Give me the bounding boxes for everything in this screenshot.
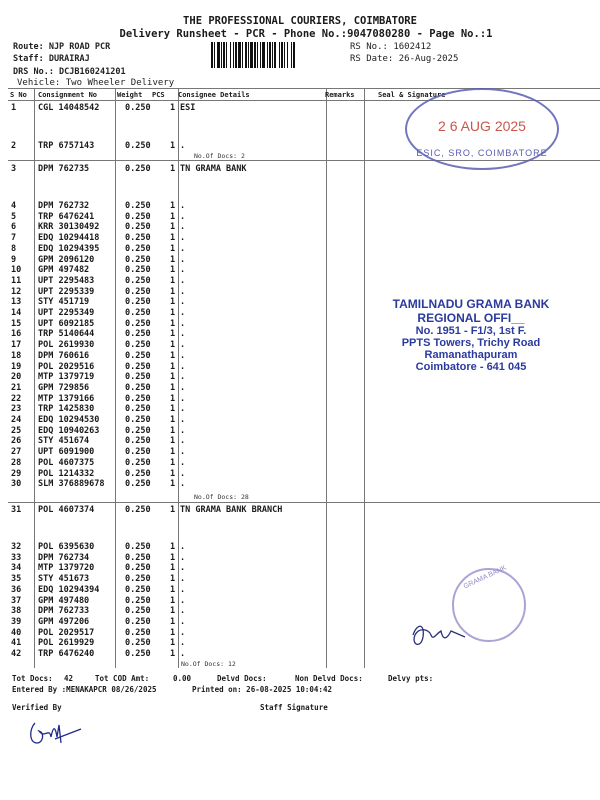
cell-weight: 0.250 bbox=[125, 265, 151, 276]
cell-weight: 0.250 bbox=[125, 233, 151, 244]
cell-consignee: . bbox=[180, 329, 186, 340]
cell-consignment-no: POL 4607375 bbox=[38, 457, 95, 468]
col-divider bbox=[178, 88, 179, 668]
cell-consignment-no: UPT 2295349 bbox=[38, 308, 95, 318]
verified-by-label: Verified By bbox=[12, 703, 62, 712]
cell-weight: 0.250 bbox=[125, 243, 151, 254]
cell-weight: 0.250 bbox=[125, 479, 151, 490]
cell-weight: 0.250 bbox=[125, 211, 151, 222]
cell-pcs: 1 bbox=[170, 393, 176, 404]
company-title: THE PROFESSIONAL COURIERS, COIMBATORE bbox=[183, 15, 417, 27]
cell-consignment-no: EDQ 10940263 bbox=[38, 425, 100, 436]
cell-sno: 28 bbox=[11, 457, 22, 468]
seal-text: GRAMA BANK bbox=[462, 564, 508, 591]
cell-sno: 29 bbox=[11, 468, 22, 479]
cell-consignee: TN GRAMA BANK BRANCH bbox=[180, 505, 283, 515]
col-divider bbox=[326, 88, 327, 668]
col-header-remarks: Remarks bbox=[325, 91, 355, 99]
cell-consignment-no: EDQ 10294530 bbox=[38, 415, 100, 425]
tot-docs-value: 42 bbox=[64, 674, 74, 683]
cell-consignee: . bbox=[180, 606, 186, 617]
cell-consignee: TN GRAMA BANK bbox=[180, 164, 247, 174]
cell-consignment-no: GPM 497480 bbox=[38, 595, 90, 606]
cell-consignee: . bbox=[180, 479, 186, 490]
cell-consignee: . bbox=[180, 468, 186, 479]
cell-consignment-no: MTP 1379720 bbox=[38, 563, 95, 574]
cell-consignee: . bbox=[180, 265, 186, 276]
cell-pcs: 1 bbox=[170, 275, 176, 286]
cell-consignment-no: MTP 1379166 bbox=[38, 393, 95, 404]
cell-consignment-no: POL 6395630 bbox=[38, 542, 95, 552]
cell-sno: 4 bbox=[11, 201, 17, 211]
stamp-line: Ramanathapuram bbox=[424, 349, 518, 361]
cell-sno: 21 bbox=[11, 382, 22, 393]
cell-weight: 0.250 bbox=[125, 297, 151, 308]
cell-pcs: 1 bbox=[170, 584, 176, 595]
cell-consignment-no: STY 451673 bbox=[38, 574, 90, 585]
cell-sno: 13 bbox=[11, 297, 22, 308]
verifier-signature bbox=[25, 715, 85, 755]
cell-consignee: . bbox=[180, 308, 186, 318]
cell-pcs: 1 bbox=[170, 297, 176, 308]
cell-consignee: . bbox=[180, 404, 186, 415]
cell-pcs: 1 bbox=[170, 627, 176, 638]
cell-sno: 36 bbox=[11, 584, 22, 595]
cell-pcs: 1 bbox=[170, 254, 176, 265]
cell-weight: 0.250 bbox=[125, 164, 151, 174]
cell-consignee: . bbox=[180, 350, 186, 361]
cell-weight: 0.250 bbox=[125, 404, 151, 415]
cell-sno: 23 bbox=[11, 404, 22, 415]
cell-consignee: . bbox=[180, 141, 186, 151]
group-doc-count: No.Of Docs: 2 bbox=[194, 152, 245, 160]
cell-consignee: ESI bbox=[180, 103, 196, 113]
rs-no-label: RS No.: 1602412 bbox=[350, 42, 432, 52]
stamp-line: No. 1951 - F1/3, 1st F. bbox=[415, 325, 527, 337]
cell-pcs: 1 bbox=[170, 243, 176, 254]
cell-consignment-no: GPM 497482 bbox=[38, 265, 90, 276]
cell-weight: 0.250 bbox=[125, 457, 151, 468]
cell-consignment-no: STY 451719 bbox=[38, 297, 90, 308]
cell-consignee: . bbox=[180, 563, 186, 574]
cell-pcs: 1 bbox=[170, 222, 176, 233]
cell-weight: 0.250 bbox=[125, 574, 151, 585]
cell-consignee: . bbox=[180, 297, 186, 308]
cell-sno: 6 bbox=[11, 222, 17, 233]
cell-pcs: 1 bbox=[170, 616, 176, 627]
staff-signature-label: Staff Signature bbox=[260, 703, 328, 712]
cell-consignee: . bbox=[180, 254, 186, 265]
printed-on: Printed on: 26-08-2025 10:04:42 bbox=[192, 685, 332, 694]
cell-consignment-no: TRP 6757143 bbox=[38, 141, 95, 151]
cell-sno: 2 bbox=[11, 141, 17, 151]
cell-pcs: 1 bbox=[170, 211, 176, 222]
cell-consignment-no: TRP 6476241 bbox=[38, 211, 95, 222]
cell-weight: 0.250 bbox=[125, 627, 151, 638]
cell-weight: 0.250 bbox=[125, 372, 151, 383]
cell-sno: 17 bbox=[11, 340, 22, 351]
stamp-line: PPTS Towers, Trichy Road bbox=[401, 337, 541, 349]
cell-consignee: . bbox=[180, 638, 186, 649]
cell-pcs: 1 bbox=[170, 382, 176, 393]
cell-consignment-no: TRP 6476240 bbox=[38, 649, 95, 659]
stamp-line: Coimbatore - 641 045 bbox=[415, 361, 527, 373]
cell-consignee: . bbox=[180, 275, 186, 286]
col-header-consignee: Consignee Details bbox=[178, 91, 250, 99]
cell-sno: 37 bbox=[11, 595, 22, 606]
cell-pcs: 1 bbox=[170, 436, 176, 447]
cell-consignment-no: POL 4607374 bbox=[38, 505, 95, 515]
group-divider bbox=[8, 502, 600, 503]
cell-sno: 9 bbox=[11, 254, 17, 265]
cell-weight: 0.250 bbox=[125, 638, 151, 649]
cell-sno: 22 bbox=[11, 393, 22, 404]
cell-consignee: . bbox=[180, 361, 186, 372]
cell-sno: 14 bbox=[11, 308, 22, 318]
cell-weight: 0.250 bbox=[125, 286, 151, 297]
cell-weight: 0.250 bbox=[125, 468, 151, 479]
col-divider bbox=[34, 88, 35, 668]
cell-consignment-no: DPM 762732 bbox=[38, 201, 90, 211]
cell-weight: 0.250 bbox=[125, 595, 151, 606]
delvy-pts-label: Delvy pts: bbox=[388, 674, 434, 683]
cell-consignment-no: DPM 762735 bbox=[38, 164, 90, 174]
cell-pcs: 1 bbox=[170, 286, 176, 297]
cell-consignment-no: GPM 2096120 bbox=[38, 254, 95, 265]
cell-pcs: 1 bbox=[170, 415, 176, 425]
cell-consignment-no: POL 2029517 bbox=[38, 627, 95, 638]
cell-sno: 1 bbox=[11, 103, 17, 113]
barcode bbox=[211, 42, 348, 68]
cell-consignee: . bbox=[180, 584, 186, 595]
col-header-sno: S No bbox=[10, 91, 27, 99]
cell-pcs: 1 bbox=[170, 457, 176, 468]
cell-pcs: 1 bbox=[170, 164, 176, 174]
cell-consignee: . bbox=[180, 233, 186, 244]
cell-consignment-no: DPM 762734 bbox=[38, 552, 90, 563]
cell-pcs: 1 bbox=[170, 595, 176, 606]
cell-consignee: . bbox=[180, 425, 186, 436]
cell-sno: 5 bbox=[11, 211, 17, 222]
cell-consignment-no: POL 1214332 bbox=[38, 468, 95, 479]
cell-weight: 0.250 bbox=[125, 103, 151, 113]
barcode-bar bbox=[295, 42, 296, 68]
cell-consignment-no: KRR 30130492 bbox=[38, 222, 100, 233]
cod-amt-value: 0.00 bbox=[173, 674, 192, 683]
cell-consignment-no: POL 2029516 bbox=[38, 361, 95, 372]
cell-pcs: 1 bbox=[170, 361, 176, 372]
cell-weight: 0.250 bbox=[125, 542, 151, 552]
cell-sno: 32 bbox=[11, 542, 22, 552]
cell-weight: 0.250 bbox=[125, 361, 151, 372]
cell-sno: 25 bbox=[11, 425, 22, 436]
cell-pcs: 1 bbox=[170, 606, 176, 617]
cell-consignment-no: EDQ 10294394 bbox=[38, 584, 100, 595]
col-divider bbox=[364, 88, 365, 668]
esic-seal-stamp bbox=[405, 88, 559, 170]
cell-weight: 0.250 bbox=[125, 340, 151, 351]
cell-consignment-no: UPT 2295339 bbox=[38, 286, 95, 297]
cell-pcs: 1 bbox=[170, 201, 176, 211]
cell-pcs: 1 bbox=[170, 350, 176, 361]
cell-weight: 0.250 bbox=[125, 505, 151, 515]
stamp-line: TAMILNADU GRAMA BANK bbox=[392, 297, 550, 311]
cell-sno: 34 bbox=[11, 563, 22, 574]
cell-pcs: 1 bbox=[170, 563, 176, 574]
cell-consignment-no: TRP 1425830 bbox=[38, 404, 95, 415]
cell-sno: 41 bbox=[11, 638, 22, 649]
cell-pcs: 1 bbox=[170, 265, 176, 276]
cell-pcs: 1 bbox=[170, 329, 176, 340]
cell-weight: 0.250 bbox=[125, 275, 151, 286]
cell-consignee: . bbox=[180, 222, 186, 233]
cell-pcs: 1 bbox=[170, 505, 176, 515]
cell-consignee: . bbox=[180, 243, 186, 254]
cell-consignee: . bbox=[180, 415, 186, 425]
cell-sno: 38 bbox=[11, 606, 22, 617]
cell-consignee: . bbox=[180, 286, 186, 297]
col-header-weight: Weight bbox=[117, 91, 143, 99]
cell-weight: 0.250 bbox=[125, 141, 151, 151]
cell-weight: 0.250 bbox=[125, 616, 151, 627]
cell-pcs: 1 bbox=[170, 542, 176, 552]
cell-consignment-no: UPT 2295483 bbox=[38, 275, 95, 286]
cell-sno: 11 bbox=[11, 275, 22, 286]
cell-consignee: . bbox=[180, 627, 186, 638]
cell-sno: 27 bbox=[11, 447, 22, 458]
cell-weight: 0.250 bbox=[125, 436, 151, 447]
cell-weight: 0.250 bbox=[125, 308, 151, 318]
cell-consignment-no: UPT 6092185 bbox=[38, 318, 95, 329]
cell-pcs: 1 bbox=[170, 318, 176, 329]
cell-pcs: 1 bbox=[170, 447, 176, 458]
cell-weight: 0.250 bbox=[125, 393, 151, 404]
cell-consignment-no: STY 451674 bbox=[38, 436, 90, 447]
cell-sno: 3 bbox=[11, 164, 17, 174]
cell-consignment-no: POL 2619929 bbox=[38, 638, 95, 649]
tot-docs-label: Tot Docs: bbox=[12, 674, 53, 683]
cell-pcs: 1 bbox=[170, 233, 176, 244]
cell-consignment-no: CGL 14048542 bbox=[38, 103, 100, 113]
cell-pcs: 1 bbox=[170, 552, 176, 563]
cell-pcs: 1 bbox=[170, 404, 176, 415]
cell-sno: 12 bbox=[11, 286, 22, 297]
cell-consignee: . bbox=[180, 447, 186, 458]
cell-consignment-no: TRP 5140644 bbox=[38, 329, 95, 340]
cell-pcs: 1 bbox=[170, 649, 176, 659]
non-delvd-docs-label: Non Delvd Docs: bbox=[295, 674, 363, 683]
cell-consignee: . bbox=[180, 649, 186, 659]
cell-weight: 0.250 bbox=[125, 382, 151, 393]
cell-sno: 26 bbox=[11, 436, 22, 447]
delvd-docs-label: Delvd Docs: bbox=[217, 674, 267, 683]
col-divider bbox=[115, 88, 116, 668]
cell-pcs: 1 bbox=[170, 479, 176, 490]
signature-mark bbox=[405, 615, 485, 655]
cell-sno: 35 bbox=[11, 574, 22, 585]
cell-sno: 39 bbox=[11, 616, 22, 627]
stamp-ring-text: ESIC, SRO, COIMBATORE bbox=[416, 148, 548, 158]
cell-pcs: 1 bbox=[170, 574, 176, 585]
cell-consignee: . bbox=[180, 436, 186, 447]
cell-sno: 10 bbox=[11, 265, 22, 276]
cell-sno: 8 bbox=[11, 243, 17, 254]
col-header-pcs: PCS bbox=[152, 91, 165, 99]
cell-weight: 0.250 bbox=[125, 649, 151, 659]
cell-pcs: 1 bbox=[170, 372, 176, 383]
cell-consignment-no: DPM 760616 bbox=[38, 350, 90, 361]
cell-consignment-no: MTP 1379719 bbox=[38, 372, 95, 383]
cell-sno: 42 bbox=[11, 649, 22, 659]
cell-pcs: 1 bbox=[170, 141, 176, 151]
cell-pcs: 1 bbox=[170, 425, 176, 436]
cell-consignee: . bbox=[180, 595, 186, 606]
cell-pcs: 1 bbox=[170, 638, 176, 649]
cell-consignee: . bbox=[180, 211, 186, 222]
cell-weight: 0.250 bbox=[125, 552, 151, 563]
cell-pcs: 1 bbox=[170, 308, 176, 318]
cell-pcs: 1 bbox=[170, 340, 176, 351]
stamp-line: REGIONAL OFFI__ bbox=[417, 311, 525, 325]
cell-weight: 0.250 bbox=[125, 318, 151, 329]
cell-consignee: . bbox=[180, 393, 186, 404]
cell-sno: 19 bbox=[11, 361, 22, 372]
cell-weight: 0.250 bbox=[125, 563, 151, 574]
cell-weight: 0.250 bbox=[125, 584, 151, 595]
cell-sno: 16 bbox=[11, 329, 22, 340]
table-top-rule bbox=[8, 88, 600, 89]
cell-consignment-no: DPM 762733 bbox=[38, 606, 90, 617]
runsheet-subtitle: Delivery Runsheet - PCR - Phone No.:9047080280 - Page No.:1 bbox=[119, 28, 493, 40]
cell-sno: 30 bbox=[11, 479, 22, 490]
group-doc-count: No.Of Docs: 12 bbox=[181, 660, 236, 668]
cell-consignment-no: POL 2619930 bbox=[38, 340, 95, 351]
cell-weight: 0.250 bbox=[125, 447, 151, 458]
cell-consignee: . bbox=[180, 318, 186, 329]
cell-weight: 0.250 bbox=[125, 222, 151, 233]
cell-sno: 7 bbox=[11, 233, 17, 244]
drs-no-label: DRS No.: DCJB160241201 bbox=[13, 67, 126, 77]
cell-weight: 0.250 bbox=[125, 606, 151, 617]
cell-sno: 40 bbox=[11, 627, 22, 638]
cell-consignee: . bbox=[180, 201, 186, 211]
cell-pcs: 1 bbox=[170, 103, 176, 113]
cell-weight: 0.250 bbox=[125, 329, 151, 340]
cell-consignee: . bbox=[180, 542, 186, 552]
cell-consignment-no: EDQ 10294395 bbox=[38, 243, 100, 254]
group-doc-count: No.Of Docs: 28 bbox=[194, 493, 249, 501]
cell-consignee: . bbox=[180, 616, 186, 627]
cell-sno: 18 bbox=[11, 350, 22, 361]
cell-consignee: . bbox=[180, 340, 186, 351]
cell-sno: 24 bbox=[11, 415, 22, 425]
cell-consignee: . bbox=[180, 552, 186, 563]
cell-consignee: . bbox=[180, 574, 186, 585]
cell-weight: 0.250 bbox=[125, 415, 151, 425]
cod-amt-label: Tot COD Amt: bbox=[95, 674, 150, 683]
cell-consignee: . bbox=[180, 382, 186, 393]
cell-consignment-no: GPM 729856 bbox=[38, 382, 90, 393]
entered-by: Entered By :MENAKAPCR 08/26/2025 bbox=[12, 685, 157, 694]
cell-sno: 20 bbox=[11, 372, 22, 383]
staff-label: Staff: DURAIRAJ bbox=[13, 54, 90, 64]
stamp-date: 2 6 AUG 2025 bbox=[438, 118, 526, 134]
bank-address-stamp bbox=[376, 297, 566, 373]
col-header-consignment: Consignment No bbox=[38, 91, 98, 99]
col-header-seal: Seal & Signature bbox=[378, 91, 446, 99]
cell-weight: 0.250 bbox=[125, 254, 151, 265]
cell-sno: 15 bbox=[11, 318, 22, 329]
cell-weight: 0.250 bbox=[125, 350, 151, 361]
cell-consignment-no: GPM 497206 bbox=[38, 616, 90, 627]
cell-consignee: . bbox=[180, 372, 186, 383]
cell-pcs: 1 bbox=[170, 468, 176, 479]
rs-date-label: RS Date: 26-Aug-2025 bbox=[350, 54, 459, 64]
cell-weight: 0.250 bbox=[125, 201, 151, 211]
cell-consignee: . bbox=[180, 457, 186, 468]
route-label: Route: NJP ROAD PCR bbox=[13, 42, 111, 52]
cell-consignment-no: UPT 6091900 bbox=[38, 447, 95, 458]
cell-weight: 0.250 bbox=[125, 425, 151, 436]
cell-consignment-no: EDQ 10294418 bbox=[38, 233, 100, 244]
vehicle-label: Vehicle: Two Wheeler Delivery bbox=[17, 78, 175, 88]
cell-sno: 33 bbox=[11, 552, 22, 563]
cell-sno: 31 bbox=[11, 505, 22, 515]
cell-consignment-no: SLM 376889678 bbox=[38, 479, 105, 490]
